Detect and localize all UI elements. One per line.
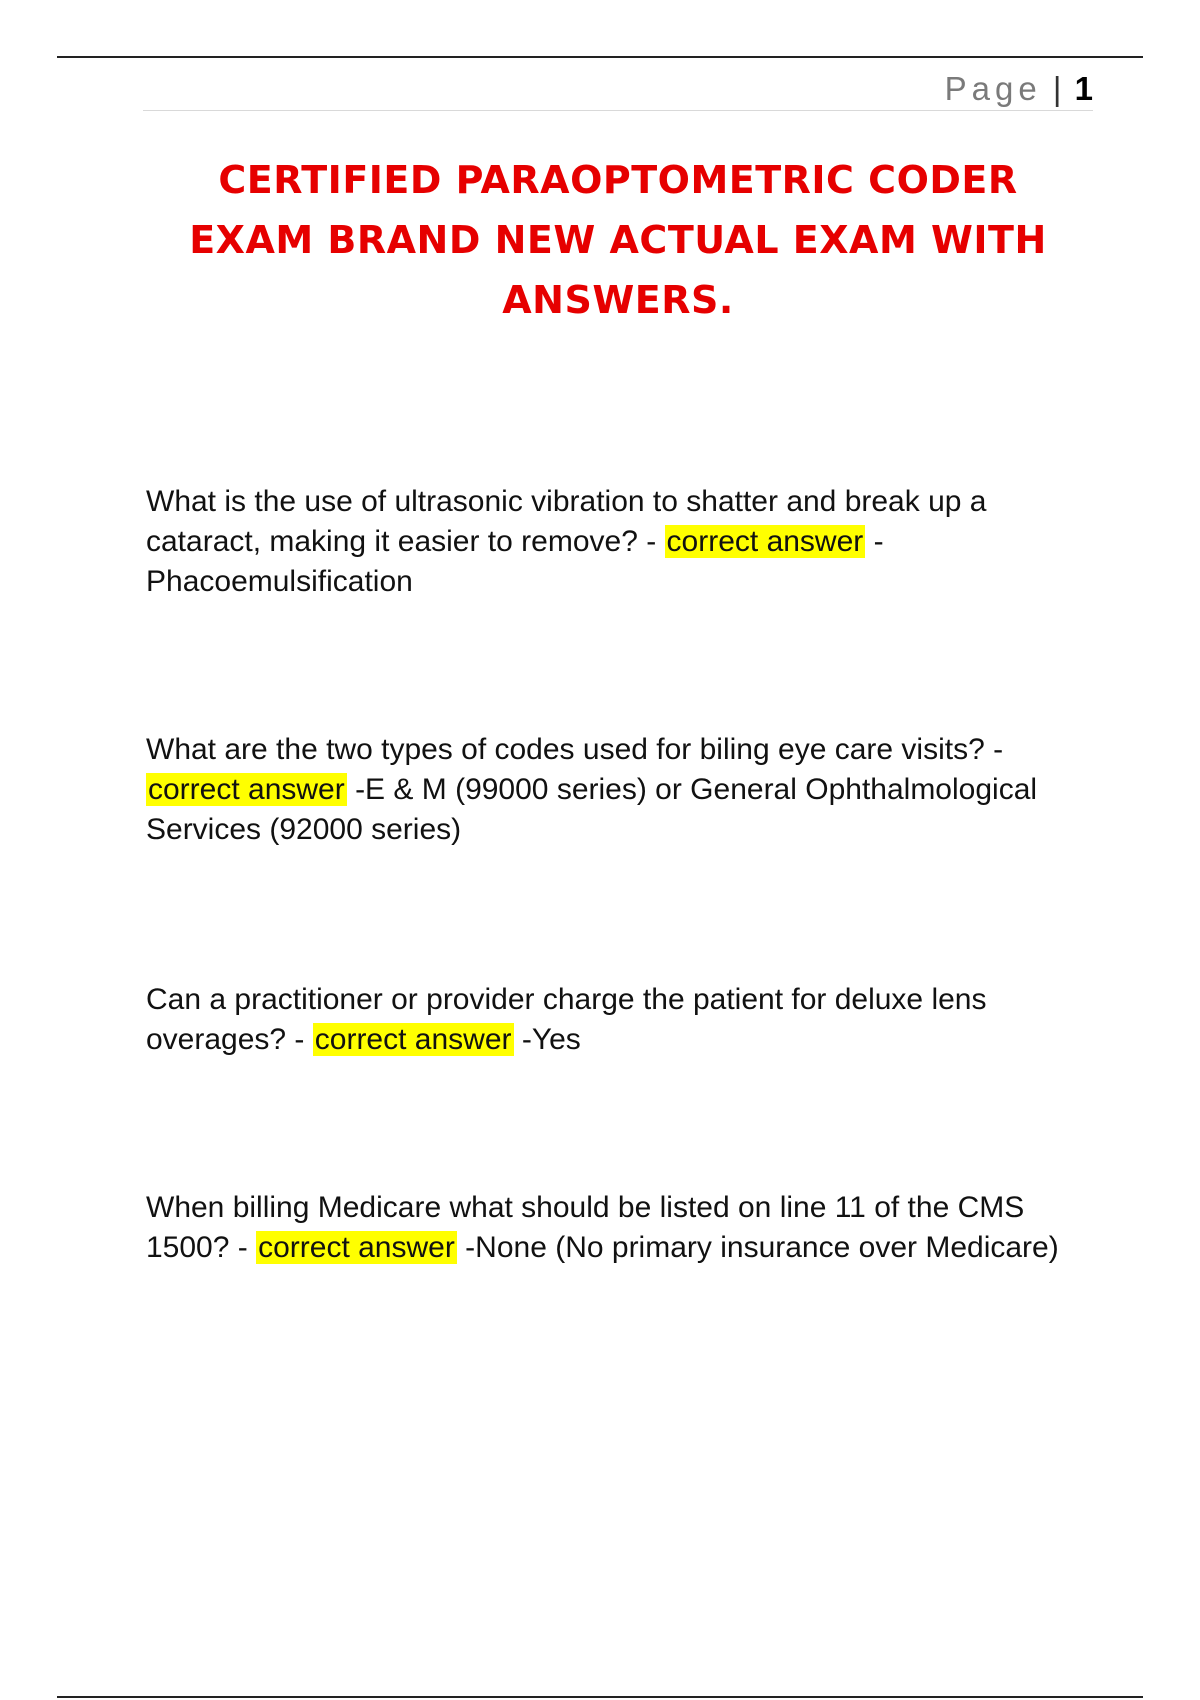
title-line: EXAM BRAND NEW ACTUAL EXAM WITH xyxy=(189,218,1047,262)
question-text: Can a practitioner or provider charge the patient for deluxe lens overages? - xyxy=(146,983,987,1056)
answer-text: -E & M (99000 series) or General Ophthalmological Services (92000 series) xyxy=(146,773,1038,846)
correct-answer-highlight: correct answer xyxy=(666,525,864,558)
document-title xyxy=(143,150,1093,330)
question-text: When billing Medicare what should be listed on line 11 of the CMS 1500? - xyxy=(146,1191,1025,1264)
qa-item xyxy=(146,1188,1096,1268)
answer-text: -Yes xyxy=(513,1023,581,1056)
title-line: ANSWERS. xyxy=(502,278,734,322)
page-header xyxy=(143,68,1093,111)
top-rule xyxy=(57,56,1143,58)
page-label: Page xyxy=(944,70,1042,107)
qa-item xyxy=(146,980,1096,1060)
correct-answer-highlight: correct answer xyxy=(314,1023,512,1056)
correct-answer-highlight: correct answer xyxy=(258,1231,455,1264)
question-text: What are the two types of codes used for biling eye care visits? - xyxy=(146,733,1004,766)
page-number: 1 xyxy=(1074,70,1093,107)
page-separator: | xyxy=(1052,70,1062,107)
answer-text: -Phacoemulsification xyxy=(146,525,884,598)
title-line: CERTIFIED PARAOPTOMETRIC CODER xyxy=(218,158,1018,202)
bottom-rule xyxy=(57,1696,1143,1698)
qa-item xyxy=(146,482,1096,602)
answer-text: -None (No primary insurance over Medicare) xyxy=(456,1231,1059,1264)
qa-item xyxy=(146,730,1096,850)
correct-answer-highlight: correct answer xyxy=(148,773,345,806)
question-text: What is the use of ultrasonic vibration to shatter and break up a cataract, making it easier to remove? - xyxy=(146,485,987,558)
